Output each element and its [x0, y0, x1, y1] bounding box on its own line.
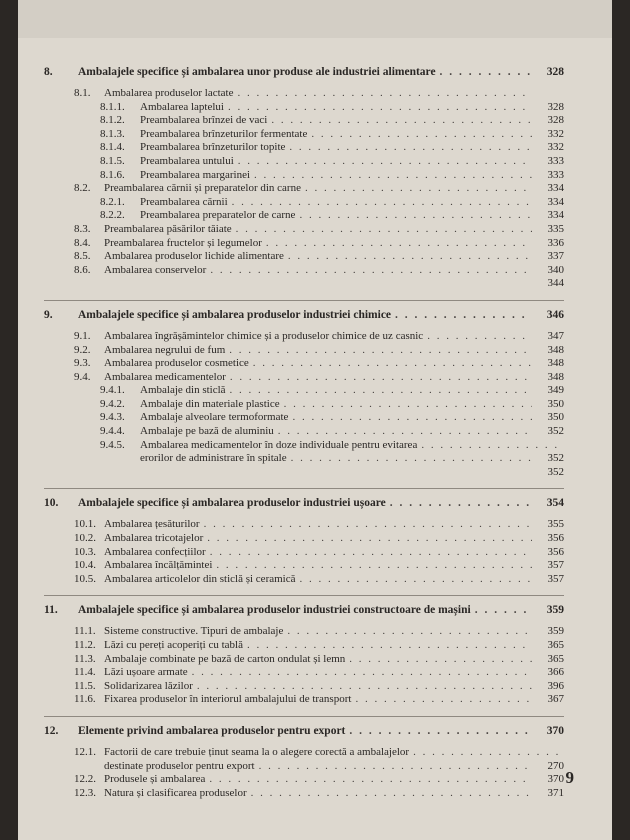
entry-title: Lăzi ușoare armate: [104, 666, 188, 679]
entry-title: Natura și clasificarea produselor: [104, 786, 247, 799]
entry-number: 8.4.: [74, 236, 91, 249]
dot-leader: [289, 141, 532, 155]
entry-page: 333: [547, 154, 564, 167]
entry-number: 9.4.1.: [100, 384, 125, 397]
entry-number: 11.4.: [74, 666, 96, 679]
entry-page: 334: [547, 195, 564, 208]
chapter-title: Ambalajele specifice și ambalarea produselor industriei constructoare de mașini: [78, 604, 471, 617]
toc-entry[interactable]: [44, 439, 564, 453]
dot-leader: [247, 639, 532, 653]
entry-page: 349: [547, 384, 564, 397]
entry-number: 11.3.: [74, 652, 96, 665]
dot-leader: [291, 452, 532, 466]
toc-entry[interactable]: [44, 411, 564, 425]
dot-leader: [230, 384, 532, 398]
entry-number: 12.2.: [74, 773, 96, 786]
entry-number: 12.3.: [74, 786, 96, 799]
toc-entry[interactable]: [44, 625, 564, 639]
toc-entry[interactable]: [44, 559, 564, 573]
chapter-heading[interactable]: [44, 602, 564, 618]
dot-leader: [238, 87, 533, 101]
entry-page: 370: [547, 773, 564, 786]
chapter-number: 10.: [44, 497, 59, 510]
dot-leader: [288, 250, 532, 264]
entry-number: 11.6.: [74, 693, 96, 706]
entry-page: 332: [547, 127, 564, 140]
entry-number: 11.2.: [74, 639, 96, 651]
chapter-heading[interactable]: [44, 495, 564, 511]
entry-title: Preambalarea margarinei: [140, 168, 251, 181]
table-of-contents: [44, 64, 564, 800]
toc-entry[interactable]: [44, 357, 564, 371]
dot-leader: [259, 760, 532, 774]
entry-number: 8.5.: [74, 250, 91, 263]
entry-number: 9.4.2.: [100, 397, 125, 410]
entry-title: Ambalarea confecțiilor: [104, 545, 206, 558]
dot-leader: [209, 773, 532, 787]
entry-number: 9.1.: [74, 329, 91, 342]
entry-page: 333: [547, 168, 564, 181]
toc-entry[interactable]: [44, 223, 564, 237]
toc-entry[interactable]: [44, 87, 564, 101]
chapter-number: 8.: [44, 66, 53, 78]
dot-leader: [210, 264, 532, 278]
entry-title: Preambalarea cărnii și preparatelor din carne: [104, 182, 301, 195]
entry-number: 12.1.: [74, 745, 96, 758]
entry-page: 348: [547, 343, 564, 356]
toc-entry[interactable]: [44, 573, 564, 587]
trailing-page-number: 344: [547, 277, 564, 290]
entry-title: Ambalarea medicamentelor: [104, 370, 226, 383]
chapter-title: Elemente privind ambalarea produselor pentru export: [78, 724, 346, 737]
dot-leader: [232, 196, 532, 210]
dot-leader: [427, 330, 532, 344]
entry-page: 355: [547, 518, 564, 531]
toc-entry[interactable]: [44, 371, 564, 385]
entry-title: Preambalarea cărnii: [140, 195, 228, 208]
entry-continuation-text: destinate produselor pentru export: [104, 759, 255, 772]
dot-leader: [216, 559, 532, 573]
dot-leader: [395, 307, 532, 323]
entry-title: Lăzi cu pereți acoperiți cu tablă: [104, 639, 243, 651]
entry-continuation: [44, 452, 564, 466]
entry-title: Preambalarea brînzeturilor topite: [140, 141, 286, 154]
entry-number: 9.4.3.: [100, 411, 125, 424]
chapter-number: 11.: [44, 604, 58, 617]
toc-entry[interactable]: [44, 666, 564, 680]
entry-page: 396: [547, 679, 564, 692]
toc-entry[interactable]: [44, 518, 564, 532]
toc-entry[interactable]: [44, 344, 564, 358]
entry-title: Solidarizarea lăzilor: [104, 679, 193, 692]
entry-number: 10.5.: [74, 572, 96, 585]
dot-leader: [253, 357, 532, 371]
entry-number: 8.3.: [74, 222, 91, 235]
entry-title: Sisteme constructive. Tipuri de ambalaje: [104, 625, 284, 638]
entry-title: Ambalaje combinate pe bază de carton ondulat și lemn: [104, 652, 346, 665]
entry-page: 357: [547, 559, 564, 572]
toc-entry[interactable]: [44, 746, 564, 760]
entry-number: 8.1.1.: [100, 100, 125, 113]
dot-leader: [230, 371, 532, 385]
chapter-title: Ambalajele specifice și ambalarea produselor industriei ușoare: [78, 497, 386, 510]
entry-title: Ambalarea țesăturilor: [104, 518, 200, 531]
entry-title: Ambalarea articolelor din sticlă și ceramică: [104, 572, 296, 585]
entry-page: 365: [547, 652, 564, 665]
entry-number: 9.4.4.: [100, 425, 125, 438]
entry-page: 328: [547, 100, 564, 113]
entry-page: 350: [547, 397, 564, 410]
dot-leader: [229, 344, 532, 358]
entry-page: 350: [547, 411, 564, 424]
toc-entry[interactable]: [44, 653, 564, 667]
toc-entry[interactable]: [44, 773, 564, 787]
dot-leader: [311, 128, 532, 142]
spacer: [44, 511, 564, 518]
entry-title: Fixarea produselor în interiorul ambalajului de transport: [104, 693, 352, 706]
entry-continuation: [44, 760, 564, 774]
chapter-page: 346: [546, 308, 564, 321]
dot-leader: [251, 787, 532, 801]
trailing-page-number: 352: [547, 465, 564, 478]
toc-entry[interactable]: [44, 532, 564, 546]
entry-number: 10.3.: [74, 545, 96, 558]
spacer: [44, 618, 564, 625]
toc-entry[interactable]: [44, 141, 564, 155]
dot-leader: [204, 518, 532, 532]
chapter-page: 328: [546, 66, 564, 78]
entry-title: Ambalarea produselor lichide alimentare: [104, 250, 284, 263]
entry-continuation-text: erorilor de administrare în spitale: [140, 452, 287, 465]
toc-entry[interactable]: [44, 114, 564, 128]
toc-entry[interactable]: [44, 182, 564, 196]
entry-title: Preambalarea fructelor și legumelor: [104, 236, 262, 249]
spacer: [44, 739, 564, 746]
entry-number: 10.1.: [74, 518, 96, 531]
dot-leader: [284, 398, 532, 412]
entry-title: Ambalarea medicamentelor în doze individuale pentru evitarea: [140, 438, 418, 451]
spacer: [44, 323, 564, 330]
entry-number: 8.6.: [74, 263, 91, 276]
entry-page: 356: [547, 545, 564, 558]
toc-entry[interactable]: [44, 196, 564, 210]
entry-title: Ambalarea încălțămintei: [104, 559, 213, 572]
entry-title: Ambalarea negrului de fum: [104, 343, 226, 356]
dot-leader: [271, 114, 532, 128]
entry-number: 8.2.2.: [100, 209, 125, 222]
toc-entry[interactable]: [44, 128, 564, 142]
chapter-page: 370: [546, 724, 564, 737]
dot-leader: [197, 680, 532, 694]
toc-entry[interactable]: [44, 264, 564, 278]
entry-number: 8.1.5.: [100, 154, 125, 167]
entry-number: 9.4.5.: [100, 438, 125, 451]
entry-title: Ambalaje din sticlă: [140, 384, 226, 397]
dot-leader: [440, 64, 532, 80]
chapter-divider: [44, 488, 564, 489]
chapter-divider: [44, 595, 564, 596]
entry-title: Ambalarea îngrășămintelor chimice și a produselor chimice de uz casnic: [104, 329, 424, 342]
dot-leader: [299, 209, 532, 223]
entry-title: Preambalarea păsărilor tăiate: [104, 222, 232, 235]
chapter-title: Ambalajele specifice și ambalarea unor produse ale industriei alimentare: [78, 66, 436, 78]
chapter-heading[interactable]: [44, 307, 564, 323]
entry-page: 359: [547, 625, 564, 638]
dot-leader: [421, 439, 560, 453]
entry-title: Ambalarea laptelui: [140, 100, 224, 113]
toc-entry[interactable]: [44, 237, 564, 251]
entry-number: 10.2.: [74, 532, 96, 545]
dot-leader: [390, 495, 532, 511]
entry-title: Ambalarea produselor lactate: [104, 87, 234, 99]
entry-page: 334: [547, 182, 564, 195]
dot-leader: [305, 182, 532, 196]
dot-leader: [238, 155, 532, 169]
entry-page: 357: [547, 572, 564, 585]
entry-title: Ambalarea tricotajelor: [104, 532, 204, 545]
entry-page: 352: [547, 452, 564, 465]
entry-number: 8.1.4.: [100, 141, 125, 154]
entry-number: 11.1.: [74, 625, 96, 638]
dot-leader: [192, 666, 532, 680]
entry-page: 334: [547, 209, 564, 222]
dot-leader: [355, 693, 532, 707]
chapter-page: 354: [546, 497, 564, 510]
toc-entry[interactable]: [44, 209, 564, 223]
page-number: 9: [565, 768, 574, 787]
entry-title: Ambalaje pe bază de aluminiu: [140, 425, 274, 438]
entry-page: 366: [547, 666, 564, 679]
entry-page: 352: [547, 425, 564, 438]
entry-page: 348: [547, 357, 564, 370]
chapter-page: 359: [546, 604, 564, 617]
toc-entry[interactable]: [44, 384, 564, 398]
toc-entry[interactable]: [44, 693, 564, 707]
entry-title: Preambalarea preparatelor de carne: [140, 209, 296, 222]
toc-entry[interactable]: [44, 639, 564, 653]
entry-number: 8.2.: [74, 182, 91, 195]
chapter-heading[interactable]: [44, 64, 564, 80]
entry-title: Preambalarea untului: [140, 154, 234, 167]
entry-page: 340: [547, 263, 564, 276]
entry-page: 337: [547, 250, 564, 263]
entry-title: Ambalaje din materiale plastice: [140, 397, 280, 410]
entry-number: 8.1.: [74, 87, 91, 99]
entry-page: 367: [547, 693, 564, 706]
dot-leader: [228, 101, 532, 115]
toc-entry[interactable]: [44, 546, 564, 560]
toc-entry[interactable]: [44, 250, 564, 264]
entry-page: 347: [547, 329, 564, 342]
chapter-number: 9.: [44, 308, 53, 321]
entry-page: 336: [547, 236, 564, 249]
entry-number: 8.1.2.: [100, 114, 125, 127]
entry-number: 10.4.: [74, 559, 96, 572]
entry-title: Ambalaje alveolare termoformate: [140, 411, 289, 424]
dot-leader: [349, 723, 532, 739]
dot-leader: [292, 411, 532, 425]
dot-leader: [207, 532, 532, 546]
chapter-number: 12.: [44, 724, 59, 737]
entry-number: 9.3.: [74, 357, 91, 370]
dot-leader: [287, 625, 532, 639]
dot-leader: [413, 746, 560, 760]
toc-entry[interactable]: [44, 398, 564, 412]
entry-number: 8.1.3.: [100, 127, 125, 140]
toc-entry[interactable]: [44, 425, 564, 439]
spacer: [44, 80, 564, 87]
entry-title: Ambalarea conservelor: [104, 263, 207, 276]
chapter-divider: [44, 716, 564, 717]
book-page: [18, 0, 612, 840]
dot-leader: [349, 653, 532, 667]
entry-page: 371: [547, 786, 564, 799]
entry-number: 9.2.: [74, 343, 91, 356]
toc-entry[interactable]: [44, 169, 564, 183]
entry-title: Preambalarea brînzei de vaci: [140, 114, 268, 127]
toc-entry[interactable]: [44, 330, 564, 344]
entry-page: 328: [547, 114, 564, 127]
dot-leader: [475, 602, 532, 618]
entry-page: 270: [547, 759, 564, 772]
chapter-divider: [44, 300, 564, 301]
toc-entry[interactable]: [44, 787, 564, 801]
entry-title: Factorii de care trebuie ținut seama la o alegere corectă a ambalajelor: [104, 745, 410, 758]
entry-number: 11.5.: [74, 679, 96, 692]
toc-entry[interactable]: [44, 680, 564, 694]
entry-title: Preambalarea brînzeturilor fermentate: [140, 127, 308, 140]
dot-leader: [300, 573, 533, 587]
entry-title: Produsele și ambalarea: [104, 773, 206, 786]
entry-number: 8.1.6.: [100, 168, 125, 181]
entry-number: 9.4.: [74, 370, 91, 383]
entry-number: 8.2.1.: [100, 195, 125, 208]
entry-page: 348: [547, 370, 564, 383]
dot-leader: [278, 425, 532, 439]
entry-page: 365: [547, 639, 564, 651]
chapter-title: Ambalajele specifice și ambalarea produselor industriei chimice: [78, 308, 392, 321]
dot-leader: [254, 169, 532, 183]
entry-title: Ambalarea produselor cosmetice: [104, 357, 249, 370]
entry-page: 332: [547, 141, 564, 154]
dot-leader: [236, 223, 532, 237]
toc-entry[interactable]: [44, 101, 564, 115]
entry-page: 356: [547, 532, 564, 545]
chapter-heading[interactable]: [44, 723, 564, 739]
dot-leader: [210, 546, 532, 560]
dot-leader: [266, 237, 532, 251]
entry-page: 335: [547, 222, 564, 235]
toc-entry[interactable]: [44, 155, 564, 169]
